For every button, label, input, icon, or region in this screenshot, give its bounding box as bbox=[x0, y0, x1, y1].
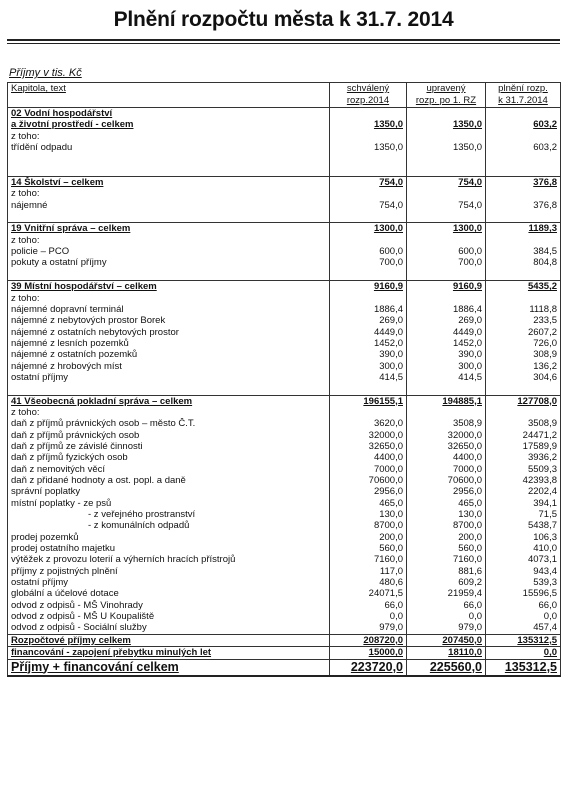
row-value: 300,0 bbox=[407, 361, 486, 372]
row-value: 3620,0 bbox=[330, 418, 407, 429]
row-value: 32650,0 bbox=[330, 441, 407, 452]
row-value: 480,6 bbox=[330, 577, 407, 588]
row-value: 700,0 bbox=[330, 257, 407, 268]
section-total-value: 5435,2 bbox=[486, 281, 561, 293]
row-label: odvod z odpisů - Sociální služby bbox=[8, 622, 330, 634]
table-row bbox=[8, 304, 561, 315]
spacer-row bbox=[8, 165, 561, 177]
row-label: nájemné z ostatních nebytových prostor bbox=[8, 327, 330, 338]
row-value: 66,0 bbox=[330, 600, 407, 611]
row-value: 4449,0 bbox=[330, 327, 407, 338]
table-row bbox=[8, 246, 561, 257]
row-value: 7000,0 bbox=[407, 464, 486, 475]
table-row bbox=[8, 200, 561, 211]
total-label: Rozpočtové příjmy celkem bbox=[8, 634, 330, 646]
row-label: globální a účelové dotace bbox=[8, 588, 330, 599]
row-label: příjmy z pojistných plnění bbox=[8, 566, 330, 577]
spacer-row bbox=[8, 211, 561, 223]
table-row bbox=[8, 486, 561, 497]
row-value: 70600,0 bbox=[407, 475, 486, 486]
row-label: nájemné z hrobových míst bbox=[8, 361, 330, 372]
row-value: 7000,0 bbox=[330, 464, 407, 475]
total-value: 225560,0 bbox=[407, 659, 486, 676]
row-value: 600,0 bbox=[330, 246, 407, 257]
table-row bbox=[8, 441, 561, 452]
table-row bbox=[8, 543, 561, 554]
row-value: 5438,7 bbox=[486, 520, 561, 531]
section-total-value: 603,2 bbox=[486, 119, 561, 130]
table-row bbox=[8, 372, 561, 383]
title-rule-bottom bbox=[7, 43, 560, 44]
section-total-value: 9160,9 bbox=[407, 281, 486, 293]
row-value: 414,5 bbox=[407, 372, 486, 383]
row-value: 66,0 bbox=[486, 600, 561, 611]
row-label: daň z přidané hodnoty a ost. popl. a daně bbox=[8, 475, 330, 486]
row-value: 4073,1 bbox=[486, 554, 561, 565]
table-row bbox=[8, 327, 561, 338]
row-value: 465,0 bbox=[407, 498, 486, 509]
row-label: nájemné dopravní terminál bbox=[8, 304, 330, 315]
row-value: 376,8 bbox=[486, 200, 561, 211]
row-label: daň z příjmů právnických osob – město Č.T. bbox=[8, 418, 330, 429]
table-row bbox=[8, 142, 561, 153]
table-row bbox=[8, 430, 561, 441]
row-label: daň z příjmů právnických osob bbox=[8, 430, 330, 441]
row-label: - z veřejného prostranství bbox=[8, 509, 330, 520]
table-row bbox=[8, 532, 561, 543]
row-label: daň z nemovitých věcí bbox=[8, 464, 330, 475]
row-label: daň z příjmů ze závislé činnosti bbox=[8, 441, 330, 452]
row-value: 269,0 bbox=[407, 315, 486, 326]
total-value: 0,0 bbox=[486, 647, 561, 659]
row-label: nájemné z lesních pozemků bbox=[8, 338, 330, 349]
row-value: 24471,2 bbox=[486, 430, 561, 441]
section-title-row bbox=[8, 395, 561, 407]
header-fulfilled-sub: k 31.7.2014 bbox=[486, 95, 561, 108]
table-row bbox=[8, 600, 561, 611]
row-label: odvod z odpisů - MŠ U Koupaliště bbox=[8, 611, 330, 622]
total-value: 15000,0 bbox=[330, 647, 407, 659]
table-row bbox=[8, 611, 561, 622]
total-value: 135312,5 bbox=[486, 634, 561, 646]
row-value: 8700,0 bbox=[330, 520, 407, 531]
total-row bbox=[8, 634, 561, 646]
table-row bbox=[8, 554, 561, 565]
row-value: 539,3 bbox=[486, 577, 561, 588]
total-value: 207450,0 bbox=[407, 634, 486, 646]
section-title: 39 Místní hospodářství – celkem bbox=[8, 281, 330, 293]
spacer-row bbox=[8, 269, 561, 281]
header-approved: schválený bbox=[330, 83, 407, 96]
budget-table bbox=[7, 82, 561, 677]
row-value: 726,0 bbox=[486, 338, 561, 349]
row-value: 4449,0 bbox=[407, 327, 486, 338]
section-title-row bbox=[8, 177, 561, 189]
of-which-row bbox=[8, 188, 561, 199]
row-label: odvod z odpisů - MŠ Vinohrady bbox=[8, 600, 330, 611]
spacer-row bbox=[8, 383, 561, 395]
row-value: 32000,0 bbox=[330, 430, 407, 441]
row-value: 881,6 bbox=[407, 566, 486, 577]
total-label: Příjmy + financování celkem bbox=[8, 659, 330, 676]
row-value: 600,0 bbox=[407, 246, 486, 257]
row-label: daň z příjmů fyzických osob bbox=[8, 452, 330, 463]
row-value: 66,0 bbox=[407, 600, 486, 611]
section-total-value: 1300,0 bbox=[407, 223, 486, 235]
row-value: 70600,0 bbox=[330, 475, 407, 486]
row-value: 754,0 bbox=[330, 200, 407, 211]
row-value: 2202,4 bbox=[486, 486, 561, 497]
row-value: 1118,8 bbox=[486, 304, 561, 315]
section-total-value: 1350,0 bbox=[330, 119, 407, 130]
row-label: nájemné z nebytových prostor Borek bbox=[8, 315, 330, 326]
row-value: 130,0 bbox=[407, 509, 486, 520]
table-row bbox=[8, 498, 561, 509]
row-value: 394,1 bbox=[486, 498, 561, 509]
row-value: 560,0 bbox=[407, 543, 486, 554]
section-title-row bbox=[8, 108, 561, 120]
table-row bbox=[8, 452, 561, 463]
section-title: 02 Vodní hospodářství bbox=[8, 108, 330, 120]
table-row bbox=[8, 361, 561, 372]
page-title: Plnění rozpočtu města k 31.7. 2014 bbox=[113, 8, 454, 31]
section-total-value: 194885,1 bbox=[407, 395, 486, 407]
row-value: 32650,0 bbox=[407, 441, 486, 452]
total-value: 135312,5 bbox=[486, 659, 561, 676]
total-row bbox=[8, 659, 561, 676]
of-which-row bbox=[8, 235, 561, 246]
row-value: 32000,0 bbox=[407, 430, 486, 441]
row-value: 414,5 bbox=[330, 372, 407, 383]
header-approved-sub: rozp.2014 bbox=[330, 95, 407, 108]
total-row bbox=[8, 647, 561, 659]
row-value: 15596,5 bbox=[486, 588, 561, 599]
row-value: 42393,8 bbox=[486, 475, 561, 486]
row-label: výtěžek z provozu loterií a výherních hracích přístrojů bbox=[8, 554, 330, 565]
row-value: 1350,0 bbox=[407, 142, 486, 153]
row-value: 2956,0 bbox=[407, 486, 486, 497]
section-title-row bbox=[8, 223, 561, 235]
row-value: 560,0 bbox=[330, 543, 407, 554]
title-rule-top bbox=[7, 39, 560, 41]
row-value: 24071,5 bbox=[330, 588, 407, 599]
header-adjusted-sub: rozp. po 1. RZ bbox=[407, 95, 486, 108]
row-value: 200,0 bbox=[330, 532, 407, 543]
section-total-value: 1189,3 bbox=[486, 223, 561, 235]
of-which-label: z toho: bbox=[8, 407, 330, 418]
row-value: 390,0 bbox=[407, 349, 486, 360]
header-adjusted: upravený bbox=[407, 83, 486, 96]
row-value: 457,4 bbox=[486, 622, 561, 634]
row-label: policie – PCO bbox=[8, 246, 330, 257]
row-label: správní poplatky bbox=[8, 486, 330, 497]
row-value: 465,0 bbox=[330, 498, 407, 509]
row-label: prodej ostatního majetku bbox=[8, 543, 330, 554]
row-value: 4400,0 bbox=[407, 452, 486, 463]
table-row bbox=[8, 588, 561, 599]
section-total-value: 1300,0 bbox=[330, 223, 407, 235]
row-label: prodej pozemků bbox=[8, 532, 330, 543]
section-total-value: 1350,0 bbox=[407, 119, 486, 130]
row-value: 7160,0 bbox=[407, 554, 486, 565]
row-value: 2956,0 bbox=[330, 486, 407, 497]
row-value: 300,0 bbox=[330, 361, 407, 372]
row-value: 1452,0 bbox=[330, 338, 407, 349]
row-value: 979,0 bbox=[330, 622, 407, 634]
row-value: 269,0 bbox=[330, 315, 407, 326]
table-row bbox=[8, 622, 561, 634]
header-chapter: Kapitola, text bbox=[8, 83, 330, 96]
row-value: 410,0 bbox=[486, 543, 561, 554]
section-title: a životní prostředí - celkem bbox=[8, 119, 330, 130]
row-value: 943,4 bbox=[486, 566, 561, 577]
section-title-row bbox=[8, 119, 561, 130]
header-fulfilled: plnění rozp. bbox=[486, 83, 561, 96]
total-value: 208720,0 bbox=[330, 634, 407, 646]
header-row-2 bbox=[8, 95, 561, 108]
row-value: 71,5 bbox=[486, 509, 561, 520]
row-value: 1886,4 bbox=[407, 304, 486, 315]
row-value: 7160,0 bbox=[330, 554, 407, 565]
row-value: 8700,0 bbox=[407, 520, 486, 531]
row-label: - z komunálních odpadů bbox=[8, 520, 330, 531]
table-row bbox=[8, 418, 561, 429]
table-row bbox=[8, 464, 561, 475]
total-value: 18110,0 bbox=[407, 647, 486, 659]
table-row bbox=[8, 257, 561, 268]
section-total-value: 127708,0 bbox=[486, 395, 561, 407]
row-label: ostatní příjmy bbox=[8, 577, 330, 588]
row-label: místní poplatky - ze psů bbox=[8, 498, 330, 509]
row-value: 130,0 bbox=[330, 509, 407, 520]
row-value: 200,0 bbox=[407, 532, 486, 543]
of-which-label: z toho: bbox=[8, 293, 330, 304]
row-label: pokuty a ostatní příjmy bbox=[8, 257, 330, 268]
of-which-row bbox=[8, 131, 561, 142]
section-title: 14 Školství – celkem bbox=[8, 177, 330, 189]
row-value: 136,2 bbox=[486, 361, 561, 372]
table-row bbox=[8, 520, 561, 531]
row-value: 17589,9 bbox=[486, 441, 561, 452]
section-title: 41 Všeobecná pokladní správa – celkem bbox=[8, 395, 330, 407]
section-total-value: 754,0 bbox=[330, 177, 407, 189]
of-which-row bbox=[8, 293, 561, 304]
total-label: financování - zapojení přebytku minulých let bbox=[8, 647, 330, 659]
row-value: 3508,9 bbox=[407, 418, 486, 429]
row-value: 304,6 bbox=[486, 372, 561, 383]
row-value: 754,0 bbox=[407, 200, 486, 211]
section-title: 19 Vnitřní správa – celkem bbox=[8, 223, 330, 235]
row-value: 979,0 bbox=[407, 622, 486, 634]
section-total-value: 196155,1 bbox=[330, 395, 407, 407]
table-row bbox=[8, 475, 561, 486]
row-value: 106,3 bbox=[486, 532, 561, 543]
row-value: 384,5 bbox=[486, 246, 561, 257]
section-total-value: 9160,9 bbox=[330, 281, 407, 293]
row-value: 2607,2 bbox=[486, 327, 561, 338]
row-value: 1886,4 bbox=[330, 304, 407, 315]
section-title-row bbox=[8, 281, 561, 293]
row-value: 308,9 bbox=[486, 349, 561, 360]
section-total-value: 376,8 bbox=[486, 177, 561, 189]
row-value: 804,8 bbox=[486, 257, 561, 268]
table-row bbox=[8, 509, 561, 520]
row-value: 1350,0 bbox=[330, 142, 407, 153]
row-value: 4400,0 bbox=[330, 452, 407, 463]
row-value: 5509,3 bbox=[486, 464, 561, 475]
table-row bbox=[8, 566, 561, 577]
row-label: ostatní příjmy bbox=[8, 372, 330, 383]
row-value: 3508,9 bbox=[486, 418, 561, 429]
of-which-label: z toho: bbox=[8, 188, 330, 199]
row-value: 117,0 bbox=[330, 566, 407, 577]
row-value: 233,5 bbox=[486, 315, 561, 326]
header-row bbox=[8, 83, 561, 96]
row-value: 1452,0 bbox=[407, 338, 486, 349]
of-which-label: z toho: bbox=[8, 131, 330, 142]
spacer-row bbox=[8, 153, 561, 164]
row-value: 390,0 bbox=[330, 349, 407, 360]
section-total-value: 754,0 bbox=[407, 177, 486, 189]
row-value: 700,0 bbox=[407, 257, 486, 268]
row-value: 3936,2 bbox=[486, 452, 561, 463]
total-value: 223720,0 bbox=[330, 659, 407, 676]
row-value: 609,2 bbox=[407, 577, 486, 588]
row-label: nájemné z ostatních pozemků bbox=[8, 349, 330, 360]
table-row bbox=[8, 315, 561, 326]
table-row bbox=[8, 338, 561, 349]
of-which-label: z toho: bbox=[8, 235, 330, 246]
row-value: 0,0 bbox=[330, 611, 407, 622]
table-row bbox=[8, 577, 561, 588]
row-label: třídění odpadu bbox=[8, 142, 330, 153]
row-value: 603,2 bbox=[486, 142, 561, 153]
table-row bbox=[8, 349, 561, 360]
units-subtitle: Příjmy v tis. Kč bbox=[9, 67, 82, 79]
row-value: 21959,4 bbox=[407, 588, 486, 599]
row-value: 0,0 bbox=[407, 611, 486, 622]
of-which-row bbox=[8, 407, 561, 418]
row-value: 0,0 bbox=[486, 611, 561, 622]
row-label: nájemné bbox=[8, 200, 330, 211]
